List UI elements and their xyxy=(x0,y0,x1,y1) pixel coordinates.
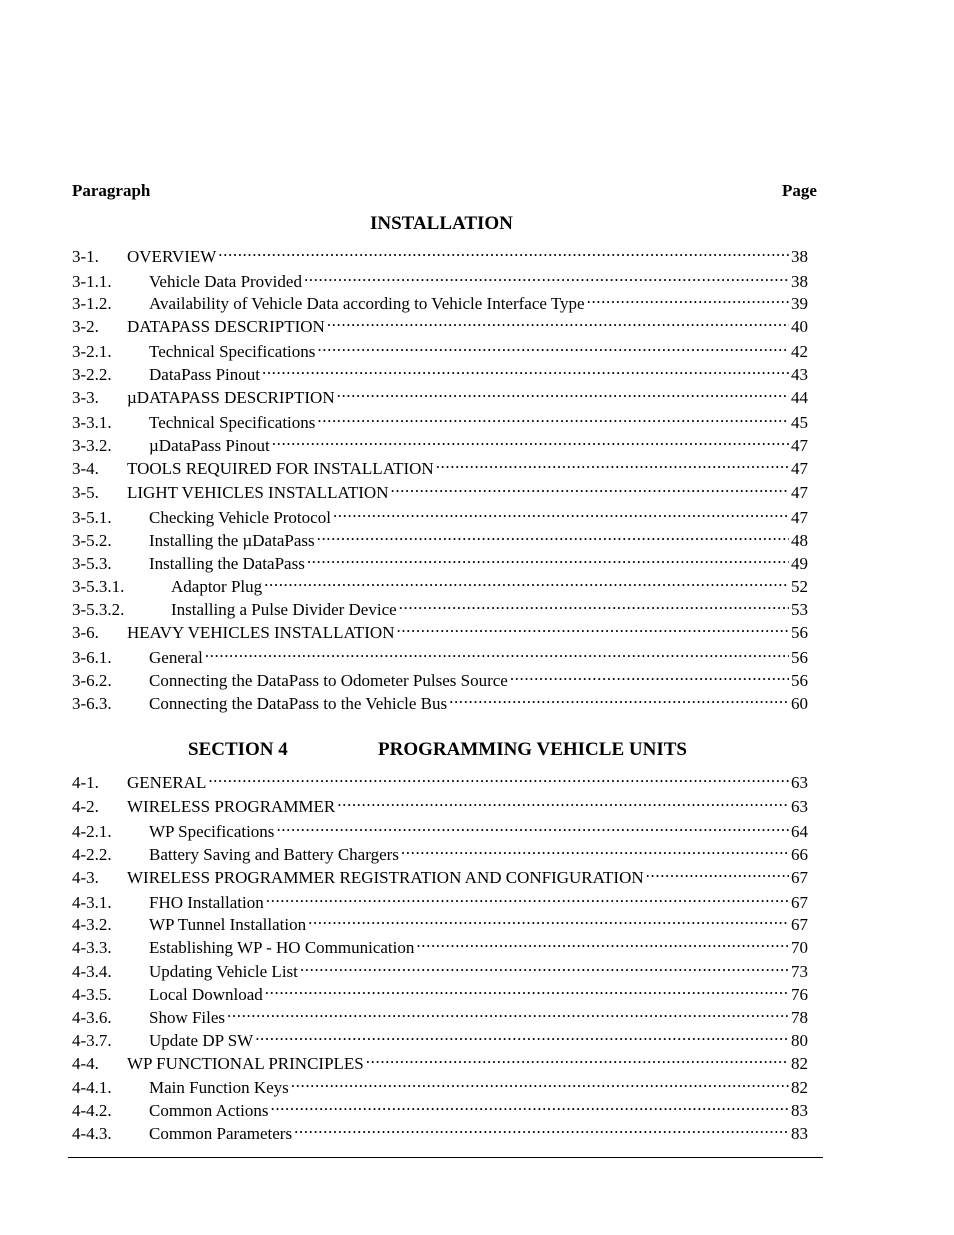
toc-leader-dots xyxy=(390,476,789,498)
toc-entry-title: Availability of Vehicle Data according to Vehicle Interface Type xyxy=(149,294,585,313)
toc-entry-title: µDATAPASS DESCRIPTION xyxy=(127,388,335,407)
toc-entry-title: GENERAL xyxy=(127,773,207,792)
toc-entry-page: 63 xyxy=(791,773,808,792)
toc-entry[interactable] xyxy=(72,358,808,384)
toc-entry-number: 3-4. xyxy=(72,459,99,478)
toc-entry-title: Installing the µDataPass xyxy=(149,531,315,550)
toc-entry-page: 67 xyxy=(791,868,808,887)
toc-entry-page: 47 xyxy=(791,459,808,478)
toc-entry-page: 49 xyxy=(791,554,808,573)
toc-leader-dots xyxy=(337,790,789,812)
toc-entry-number: 3-3.2. xyxy=(72,436,112,455)
toc-entry-page: 82 xyxy=(791,1054,808,1073)
toc-entry[interactable] xyxy=(72,908,808,934)
toc-entry[interactable] xyxy=(72,240,808,266)
toc-entry-page: 43 xyxy=(791,365,808,384)
toc-leader-dots xyxy=(255,1024,789,1046)
toc-entry-title: OVERVIEW xyxy=(127,247,217,266)
toc-entry[interactable] xyxy=(72,687,808,713)
toc-entry[interactable] xyxy=(72,1071,808,1097)
toc-entry-page: 66 xyxy=(791,845,808,864)
toc-entry-page: 56 xyxy=(791,648,808,667)
section3-title: INSTALLATION xyxy=(370,213,513,234)
toc-entry[interactable] xyxy=(72,406,808,432)
toc-entry-page: 42 xyxy=(791,342,808,361)
toc-entry-page: 83 xyxy=(791,1124,808,1143)
toc-entry-number: 3-2.1. xyxy=(72,342,112,361)
toc-leader-dots xyxy=(587,287,789,309)
toc-entry-page: 39 xyxy=(791,294,808,313)
toc-entry-title: Update DP SW xyxy=(149,1031,254,1050)
toc-entry-title: HEAVY VEHICLES INSTALLATION xyxy=(127,623,395,642)
toc-entry-title: Connecting the DataPass to the Vehicle Bus xyxy=(149,694,448,713)
toc-entry-number: 4-1. xyxy=(72,773,99,792)
toc-entry-number: 3-6.2. xyxy=(72,671,112,690)
toc-entry-title: WP FUNCTIONAL PRINCIPLES xyxy=(127,1054,364,1073)
toc-entry-page: 47 xyxy=(791,483,808,502)
toc-entry-title: General xyxy=(149,648,203,667)
toc-entry[interactable] xyxy=(72,664,808,690)
toc-entry-number: 3-2.2. xyxy=(72,365,112,384)
toc-entry[interactable] xyxy=(72,790,808,816)
toc-entry[interactable] xyxy=(72,524,808,550)
toc-leader-dots xyxy=(436,452,789,474)
toc-entry[interactable] xyxy=(72,641,808,667)
toc-entry-title: Vehicle Data Provided xyxy=(149,272,302,291)
toc-entry-title: TOOLS REQUIRED FOR INSTALLATION xyxy=(127,459,434,478)
toc-entry[interactable] xyxy=(72,861,808,887)
toc-entry-title: DATAPASS DESCRIPTION xyxy=(127,317,325,336)
toc-leader-dots xyxy=(266,886,789,908)
toc-entry-number: 3-5. xyxy=(72,483,99,502)
toc-entry-number: 4-3. xyxy=(72,868,99,887)
toc-entry[interactable] xyxy=(72,978,808,1004)
toc-entry-title: Establishing WP - HO Communication xyxy=(149,938,415,957)
toc-leader-dots xyxy=(270,1094,789,1116)
toc-leader-dots xyxy=(308,908,789,930)
toc-entry-title: DataPass Pinout xyxy=(149,365,260,384)
toc-entry-number: 3-6.1. xyxy=(72,648,112,667)
toc-leader-dots xyxy=(262,358,789,380)
toc-entry[interactable] xyxy=(72,1094,808,1120)
toc-entry[interactable] xyxy=(72,815,808,841)
toc-entry[interactable] xyxy=(72,335,808,361)
toc-entry-title: Technical Specifications xyxy=(149,342,316,361)
toc-entry-number: 3-6. xyxy=(72,623,99,642)
toc-entry-title: LIGHT VEHICLES INSTALLATION xyxy=(127,483,389,502)
toc-entry-title: WP Tunnel Installation xyxy=(149,915,307,934)
toc-entry-number: 4-2. xyxy=(72,797,99,816)
toc-entry[interactable] xyxy=(72,1024,808,1050)
section4-title: PROGRAMMING VEHICLE UNITS xyxy=(378,739,687,760)
toc-entry-page: 64 xyxy=(791,822,808,841)
toc-entry-page: 45 xyxy=(791,413,808,432)
toc-entry[interactable] xyxy=(72,287,808,313)
page-column-header: Page xyxy=(782,181,817,200)
toc-entry[interactable] xyxy=(72,476,808,502)
toc-entry[interactable] xyxy=(72,1001,808,1027)
toc-entry-page: 52 xyxy=(791,577,808,596)
toc-leader-dots xyxy=(401,838,789,860)
toc-entry[interactable] xyxy=(72,886,808,912)
toc-leader-dots xyxy=(449,687,789,709)
toc-entry-number: 4-3.5. xyxy=(72,985,112,1004)
toc-leader-dots xyxy=(304,265,789,287)
toc-entry-number: 4-4.3. xyxy=(72,1124,112,1143)
toc-entry[interactable] xyxy=(72,838,808,864)
toc-entry-page: 70 xyxy=(791,938,808,957)
toc-entry-page: 83 xyxy=(791,1101,808,1120)
toc-leader-dots xyxy=(366,1047,789,1069)
paragraph-column-header: Paragraph xyxy=(72,181,151,200)
toc-entry-page: 67 xyxy=(791,893,808,912)
toc-entry[interactable] xyxy=(72,547,808,573)
toc-leader-dots xyxy=(399,593,789,615)
toc-entry-title: Show Files xyxy=(149,1008,226,1027)
toc-entry-number: 3-1.2. xyxy=(72,294,112,313)
toc-entry[interactable] xyxy=(72,616,808,642)
toc-entry-number: 3-2. xyxy=(72,317,99,336)
toc-entry-page: 53 xyxy=(791,600,808,619)
toc-entry-page: 56 xyxy=(791,671,808,690)
toc-leader-dots xyxy=(337,381,789,403)
toc-entry-page: 40 xyxy=(791,317,808,336)
toc-leader-dots xyxy=(205,641,789,663)
toc-leader-dots xyxy=(307,547,789,569)
toc-entry-number: 4-4.1. xyxy=(72,1078,112,1097)
toc-entry-title: Technical Specifications xyxy=(149,413,316,432)
toc-leader-dots xyxy=(264,570,789,592)
toc-entry-number: 3-3.1. xyxy=(72,413,112,432)
toc-leader-dots xyxy=(646,861,789,883)
toc-entry-title: Installing the DataPass xyxy=(149,554,305,573)
toc-entry-title: Adaptor Plug xyxy=(171,577,263,596)
toc-entry-title: Updating Vehicle List xyxy=(149,962,298,981)
toc-entry[interactable] xyxy=(72,501,808,527)
toc-entry[interactable] xyxy=(72,593,808,619)
toc-entry[interactable] xyxy=(72,381,808,407)
toc-leader-dots xyxy=(272,429,789,451)
toc-leader-dots xyxy=(300,955,789,977)
toc-entry-title: WP Specifications xyxy=(149,822,275,841)
toc-entry-number: 3-3. xyxy=(72,388,99,407)
toc-leader-dots xyxy=(510,664,789,686)
toc-entry-page: 48 xyxy=(791,531,808,550)
toc-entry-page: 76 xyxy=(791,985,808,1004)
toc-entry-title: Connecting the DataPass to Odometer Pulses Source xyxy=(149,671,508,690)
toc-entry-page: 60 xyxy=(791,694,808,713)
toc-entry-number: 4-3.4. xyxy=(72,962,112,981)
toc-entry-title: Local Download xyxy=(149,985,263,1004)
toc-entry-number: 3-5.3.1. xyxy=(72,577,125,596)
toc-entry[interactable] xyxy=(72,310,808,336)
toc-entry-number: 4-3.6. xyxy=(72,1008,112,1027)
toc-entry[interactable] xyxy=(72,766,808,792)
toc-entry-page: 56 xyxy=(791,623,808,642)
toc-leader-dots xyxy=(396,616,789,638)
toc-leader-dots xyxy=(265,978,789,1000)
toc-entry[interactable] xyxy=(72,265,808,291)
toc-entry-page: 44 xyxy=(791,388,808,407)
toc-entry-title: WIRELESS PROGRAMMER xyxy=(127,797,336,816)
toc-leader-dots xyxy=(294,1117,789,1139)
toc-leader-dots xyxy=(416,931,789,953)
toc-entry-title: µDataPass Pinout xyxy=(149,436,270,455)
toc-entry-page: 80 xyxy=(791,1031,808,1050)
toc-entry-number: 3-5.3. xyxy=(72,554,112,573)
toc-entry-number: 4-3.3. xyxy=(72,938,112,957)
toc-leader-dots xyxy=(317,524,789,546)
toc-entry-number: 3-1.1. xyxy=(72,272,112,291)
toc-entry-title: Installing a Pulse Divider Device xyxy=(171,600,397,619)
toc-entry-number: 3-5.2. xyxy=(72,531,112,550)
toc-entry-page: 63 xyxy=(791,797,808,816)
toc-entry-number: 3-5.3.2. xyxy=(72,600,125,619)
toc-leader-dots xyxy=(208,766,789,788)
toc-entry[interactable] xyxy=(72,452,808,478)
toc-leader-dots xyxy=(218,240,789,262)
toc-entry-page: 82 xyxy=(791,1078,808,1097)
toc-entry-number: 3-1. xyxy=(72,247,99,266)
toc-leader-dots xyxy=(291,1071,789,1093)
toc-leader-dots xyxy=(317,406,789,428)
toc-entry[interactable] xyxy=(72,570,808,596)
toc-entry-title: FHO Installation xyxy=(149,893,264,912)
footer-rule xyxy=(68,1157,823,1158)
toc-leader-dots xyxy=(333,501,789,523)
toc-entry-number: 3-5.1. xyxy=(72,508,112,527)
toc-entry-title: Checking Vehicle Protocol xyxy=(149,508,331,527)
toc-leader-dots xyxy=(327,310,789,332)
toc-entry-page: 47 xyxy=(791,436,808,455)
toc-entry-title: Main Function Keys xyxy=(149,1078,289,1097)
toc-entry-number: 3-6.3. xyxy=(72,694,112,713)
toc-entry-title: Battery Saving and Battery Chargers xyxy=(149,845,399,864)
toc-entry-title: Common Actions xyxy=(149,1101,269,1120)
toc-entry-number: 4-2.1. xyxy=(72,822,112,841)
toc-entry-title: WIRELESS PROGRAMMER REGISTRATION AND CONFIGURATION xyxy=(127,868,644,887)
toc-entry-page: 47 xyxy=(791,508,808,527)
toc-entry[interactable] xyxy=(72,931,808,957)
toc-entry-page: 67 xyxy=(791,915,808,934)
toc-entry[interactable] xyxy=(72,955,808,981)
toc-leader-dots xyxy=(227,1001,789,1023)
toc-entry-number: 4-3.1. xyxy=(72,893,112,912)
toc-entry-number: 4-2.2. xyxy=(72,845,112,864)
toc-entry[interactable] xyxy=(72,429,808,455)
toc-entry-page: 38 xyxy=(791,272,808,291)
toc-entry-page: 73 xyxy=(791,962,808,981)
toc-entry[interactable] xyxy=(72,1047,808,1073)
toc-entry-number: 4-3.2. xyxy=(72,915,112,934)
toc-entry[interactable] xyxy=(72,1117,808,1143)
toc-entry-title: Common Parameters xyxy=(149,1124,293,1143)
section4-label: SECTION 4 xyxy=(188,739,288,760)
toc-entry-number: 4-4.2. xyxy=(72,1101,112,1120)
toc-entry-page: 78 xyxy=(791,1008,808,1027)
toc-entry-number: 4-3.7. xyxy=(72,1031,112,1050)
toc-leader-dots xyxy=(317,335,789,357)
toc-entry-page: 38 xyxy=(791,247,808,266)
toc-entry-number: 4-4. xyxy=(72,1054,99,1073)
toc-leader-dots xyxy=(276,815,789,837)
